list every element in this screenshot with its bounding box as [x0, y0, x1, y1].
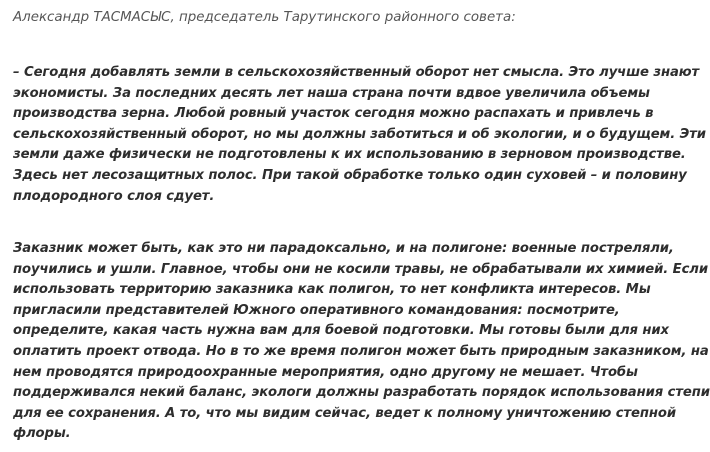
paragraph-line: оплатить проект отвода. Но в то же время полигон может быть природным заказником, на — [13, 343, 709, 359]
quote-paragraph-1 — [13, 63, 706, 207]
paragraph-line: плодородного слоя сдует. — [13, 188, 215, 204]
paragraph-line: пригласили представителей Южного оперативного командования: посмотрите, — [13, 302, 620, 318]
paragraph-line: – Сегодня добавлять земли в сельскохозяйственный оборот нет смысла. Это лучше знают — [13, 65, 700, 80]
paragraph-line: определите, какая часть нужна вам для боевой подготовки. Мы готовы были для них — [13, 323, 669, 339]
paragraph-line: поддерживался некий баланс, экологи должны разработать порядок использования степи — [13, 385, 710, 401]
quote-paragraph-2 — [13, 239, 710, 445]
paragraph-line: земли даже физически не подготовлены к их использованию в зерновом производстве. — [13, 147, 686, 163]
paragraph-line: нем проводятся природоохранные мероприятия, одно другому не мешает. Чтобы — [13, 364, 638, 380]
paragraph-line: использовать территорию заказника как полигон, то нет конфликта интересов. Мы — [13, 282, 651, 298]
paragraph-line: экономисты. За последних десять лет наша страна почти вдвое увеличила объемы — [13, 85, 650, 101]
paragraph-line: сельскохозяйственный оборот, но мы должны заботиться и об экологии, и о будущем. Эти — [13, 126, 706, 142]
paragraph-line: для ее сохранения. А то, что мы видим сейчас, ведет к полному уничтожению степной — [13, 405, 677, 421]
paragraph-line: флоры. — [13, 426, 71, 442]
paragraph-line: поучились и ушли. Главное, чтобы они не косили травы, не обрабатывали их химией. Если — [13, 261, 708, 277]
paragraph-line: Здесь нет лесозащитных полос. При такой обработке только один суховей – и половину — [13, 167, 687, 183]
speaker-attribution: Александр ТАСМАСЫС, председатель Тарутинского районного совета: — [13, 10, 516, 25]
paragraph-line: Заказник может быть, как это ни парадоксально, и на полигоне: военные постреляли, — [13, 241, 674, 256]
paragraph-line: производства зерна. Любой ровный участок сегодня можно распахать и привлечь в — [13, 106, 654, 122]
